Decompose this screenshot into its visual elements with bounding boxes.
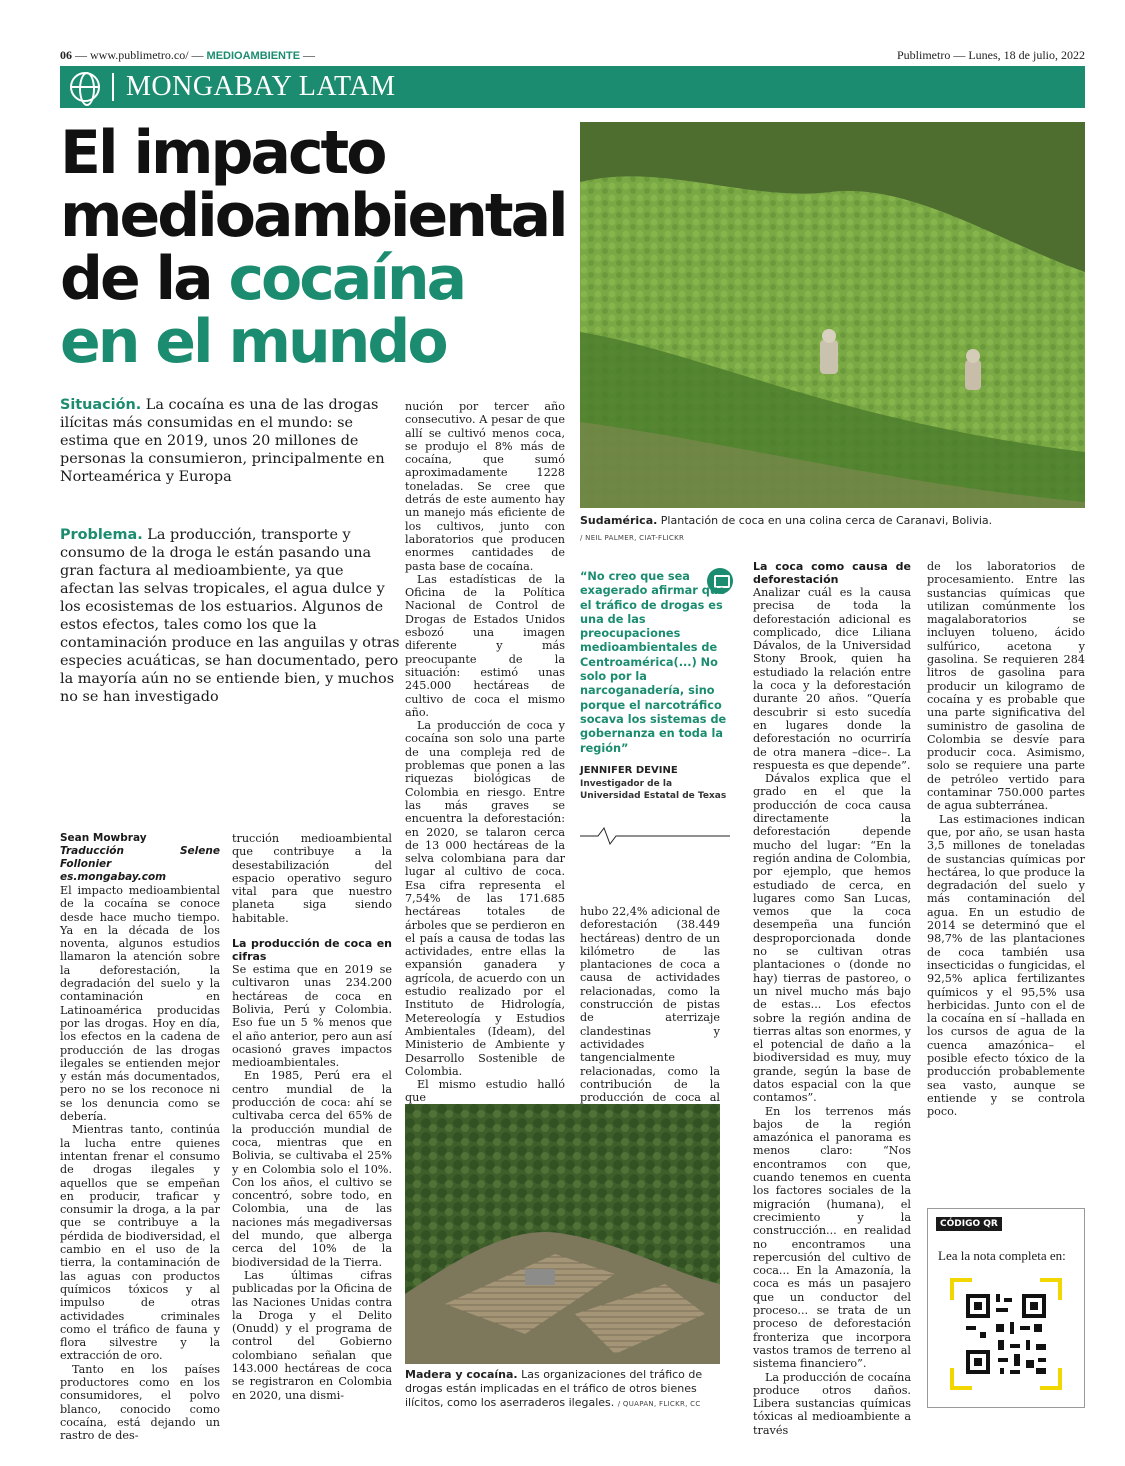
qr-tag: CÓDIGO QR [936, 1217, 1002, 1231]
paragraph: nución por tercer año consecutivo. A pesar de que allí se cultivó menos coca, se produjo el 8% más de cocaína, que sumó aproximadamente 1228 toneladas. Se cree que detrás de este aumento hay un manejo más eficiente de los cultivos, junto con laboratorios que producen enormes cantidades de pasta base de cocaína. [405, 400, 565, 573]
caption-label: Sudamérica. [580, 514, 658, 527]
lead-situacion [60, 396, 400, 486]
headline-line: en el mundo [60, 307, 446, 377]
quote-text: “No creo que sea exagerado afirmar que el tráfico de drogas es una de las preocupaciones medioambientales de Centroamérica(...) No solo por la narcoganadería, sino porque el narcotráfico socava los sistemas de gobernanza en toda la región” [580, 570, 727, 755]
sawmill-photo [405, 1104, 720, 1364]
paragraph: Las últimas cifras publicadas por la Oficina de las Naciones Unidas contra la Droga y el Delito (Onudd) y el programa de control del Gobierno colombiano señalan que 143.000 hectáreas de coca se registraron en Colombia en 2020, una dismi- [232, 1268, 392, 1402]
column-3 [405, 400, 565, 1105]
qr-code[interactable] [950, 1278, 1062, 1390]
subhead: La producción de coca en cifras [232, 937, 392, 964]
column-6 [927, 560, 1085, 1120]
section-band [60, 66, 1085, 108]
paragraph: Mientras tanto, continúa la lucha entre quienes intentan frenar el consumo de drogas ilegales y aquellos que se empeñan en producir, traficar y consumir la droga, a la par que se contribuye a la pérdida de biodiversidad, el cambio en el uso de la tierra, la contaminación de las aguas con productos químicos tóxicos y al impulso de otras actividades criminales como el tráfico de fauna y flora silvestre y la extracción de oro. [60, 1123, 220, 1363]
subhead: La coca como causa de deforestación [753, 560, 911, 586]
paragraph: En los terrenos más bajos de la región amazónica el panorama es menos claro: “Nos encontramos con que, cuando tenemos en cuenta los factores sociales de la migración (humana), el crecimiento y la construcción... en realidad no encontramos una repercusión del cultivo de coca... En la Amazonía, la coca es más un pasajero que un conductor del proceso... se trata de un proceso de deforestación fronteriza que incorpora vastos tramos de terreno al sistema financiero”. [753, 1104, 911, 1371]
photo1-caption [580, 514, 1085, 528]
band-divider [112, 73, 114, 101]
globe-icon [70, 72, 100, 102]
headline-line: El impacto [60, 118, 385, 188]
qr-text: Lea la nota completa en: [938, 1248, 1066, 1263]
paragraph: En 1985, Perú era el centro mundial de la producción de coca: ahí se cultivaba cerca del 65% de la producción mundial de coca, mientras que en Bolivia, se cultivaba el 25% y en Colombia solo el 10%. Con los años, el cultivo se concentró, sobre todo, en Colombia, una de las naciones más megadiversas del mundo, que alberga cerca del 10% de la biodiversidad de la Tierra. [232, 1069, 392, 1269]
photo2-caption [405, 1368, 723, 1411]
paragraph: Tanto en los países productores como en los consumidores, el polvo blanco, conocido como cocaína, está dejando un rastro de des- [60, 1362, 220, 1443]
paragraph: Se estima que en 2019 se cultivaron unas 234.200 hectáreas de coca en Bolivia, Perú y Colombia. Eso fue un 5 % menos que el año anterior, pero aun así ocasionó graves impactos medioambientales. [232, 963, 392, 1070]
headline-accent: cocaína [228, 244, 465, 314]
lead-label: Situación. [60, 397, 142, 413]
paragraph: Analizar cuál es la causa precisa de toda la deforestación adicional es complicado, dice Liliana Dávalos, de la Universidad Stony Brook, quien ha estudiado la relación entre la coca y la deforestación durante 20 años. “Quería descubrir si esto sucedía en lugares donde la deforestación no ocurriría de otra manera –dice–. La respuesta es que depende”. [753, 586, 911, 772]
page-number: 06 [60, 48, 72, 62]
paragraph: Las estimaciones indican que, por año, se usan hasta 3,5 millones de toneladas de sustancias químicas por hectárea, lo que produce la degradación del suelo y más contaminación del agua. En un estudio de 2014 se determinó que el 98,7% de las plantaciones de coca también usa insecticidas o fungicidas, el 92,5% aplica fertilizantes químicos y el 95,5% usa herbicidas. Junto con el de la cocaína en sí –hallada en los cursos de agua de la cuenca amazónica– el posible efecto tóxico de la producción probablemente sea vasto, aunque se entiende y se controla poco. [927, 812, 1085, 1119]
paragraph: hubo 22,4% adicional de deforestación (38.449 hectáreas) dentro de un kilómetro de las plantaciones de coca a causa de actividades relacionadas, como la construcción de pistas de aterrizaje clandestinas y actividades tangencialmente relacionadas, como la contribución de la producción de coca al [580, 905, 720, 1105]
caption-text: Las organizaciones del tráfico de drogas están implicadas en el tráfico de otros bienes ilícitos, como los aserraderos ilegales. [405, 1368, 703, 1409]
lead-text: La cocaína es una de las drogas ilícitas más consumidas en el mundo: se estima que en 2019, unos 20 millones de personas la consumieron, principalmente en Norteamérica y Europa [60, 397, 385, 485]
quote-role: Investigador de la [580, 779, 673, 790]
paragraph: El impacto medioambiental de la cocaína se conoce desde hace mucho tiempo. Ya en la década de los noventa, algunos estudios llamaron la atención sobre la deforestación, la degradación del suelo y la contaminación en Latinoamérica producidas por las drogas. Hoy en día, los efectos en la cadena de producción de las drogas ilegales se entienden mejor y están más documentados, pero no se los reconoce ni se los denuncia como se debería. [60, 884, 220, 1124]
column-5 [753, 560, 911, 1437]
quote-author: JENNIFER DEVINE [580, 764, 678, 776]
translator: Traducción Selene Follonier [60, 845, 220, 870]
folio-right: Publimetro — Lunes, 18 de julio, 2022 [897, 48, 1085, 62]
headline-part: de la [60, 244, 229, 314]
paragraph: La producción de coca y cocaína son solo una parte de una compleja red de problemas que ponen a las riquezas biológicas de Colombia en riesgo. Entre las más graves se encuentra la deforestación: en 2020, se talaron cerca de 13 000 hectáreas de la selva colombiana para dar lugar al cultivo de coca. Esa cifra representa el 7,54% de las 171.685 hectáreas totales de árboles que se perdieron en el país a causa de todas las actividades, entre ellas la expansión ganadera y agrícola, de acuerdo con un estudio realizado por el Instituto de Hidrología, Metereología y Estudios Ambientales (Ideam), del Ministerio de Ambiente y Desarrollo Sostenible de Colombia. [405, 719, 565, 1078]
quote-divider [580, 826, 730, 846]
paragraph: Dávalos explica que el grado en el que la producción de coca causa directamente la deforestación depende mucho del lugar: “En la región andina de Colombia, por ejemplo, que hemos estudiado de cerca, en lugares como San Lucas, vemos que la coca desempeña una función desproporcionada donde no se cultivan otras plantaciones o (donde no hay) tierras de pastoreo, o un nivel mucho más bajo de estas... Los efectos sobre la región andina de tierras altas son enormes, y el potencial de daño a la biodiversidad es muy, muy grande, según la base de datos espacial con la que contamos”. [753, 772, 911, 1105]
headline-line [60, 244, 580, 314]
photo2-credit: / QUAPAN, FLICKR, CC [617, 1400, 701, 1408]
paragraph: de los laboratorios de procesamiento. Entre las sustancias químicas que utilizan comúnmente los magalaboratorios se incluyen tolueno, ácido sulfúrico, acetona y gasolina. Se requieren 284 litros de gasolina para producir un kilogramo de cocaína y es probable que una parte significativa del suministro de gasolina de Colombia se desvíe para producir coca. Asimismo, solo se requiere una parte de petróleo vertido para contaminar 750.000 partes de agua subterránea. [927, 560, 1085, 813]
source-site[interactable]: es.mongabay.com [60, 871, 167, 883]
paragraph: La producción de cocaína produce otros daños. Libera sustancias químicas tóxicas al medioambiente a través [753, 1370, 911, 1437]
paragraph: El mismo estudio halló que [405, 1078, 565, 1105]
lead-label: Problema. [60, 527, 143, 543]
headline-line: medioambiental [60, 181, 566, 251]
caption-label: Madera y cocaína. [405, 1368, 518, 1381]
quote-role: Universidad Estatal de Texas [580, 791, 727, 802]
folio-left: 06 — www.publimetro.co/ — MEDIOAMBIENTE — [60, 48, 316, 62]
headline [60, 118, 580, 377]
site-url[interactable]: www.publimetro.co/ [90, 48, 189, 62]
coca-plantation-photo [580, 122, 1085, 508]
caption-text: Plantación de coca en una colina cerca de Caranavi, Bolivia. [657, 514, 993, 527]
lead-text: La producción, transporte y consumo de la droga le están pasando una gran factura al medioambiente, ya que afectan las selvas tropicales, el agua dulce y los ecosistemas de los estuarios. Algunos de estos efectos, tales como los que la contaminación produce en las anguilas y otras especies acuáticas, se han documentado, pero la mayoría aún no se entiende bien, y muchos no se han investigado [60, 527, 400, 705]
column-1 [60, 832, 220, 1443]
paragraph: trucción medioambiental que contribuye a la desestabilización del espacio operativo seguro vital para que nuestro planeta siga siendo habitable. [232, 832, 392, 925]
column-4 [580, 905, 720, 1105]
lead-problema [60, 526, 400, 706]
pull-quote [580, 570, 730, 802]
section-name: MEDIOAMBIENTE [206, 50, 301, 62]
column-2 [232, 832, 392, 1412]
band-title: MONGABAY LATAM [126, 71, 396, 102]
paragraph: Las estadísticas de la Oficina de la Política Nacional de Control de Drogas de Estados Unidos esbozó una imagen diferente y más preocupante de la situación: estimó unas 245.000 hectáreas de cultivo de coca el mismo año. [405, 572, 565, 719]
byline [60, 832, 220, 884]
photo1-credit: / NEIL PALMER, CIAT-FLICKR [580, 534, 685, 542]
author-name: Sean Mowbray [60, 832, 147, 844]
